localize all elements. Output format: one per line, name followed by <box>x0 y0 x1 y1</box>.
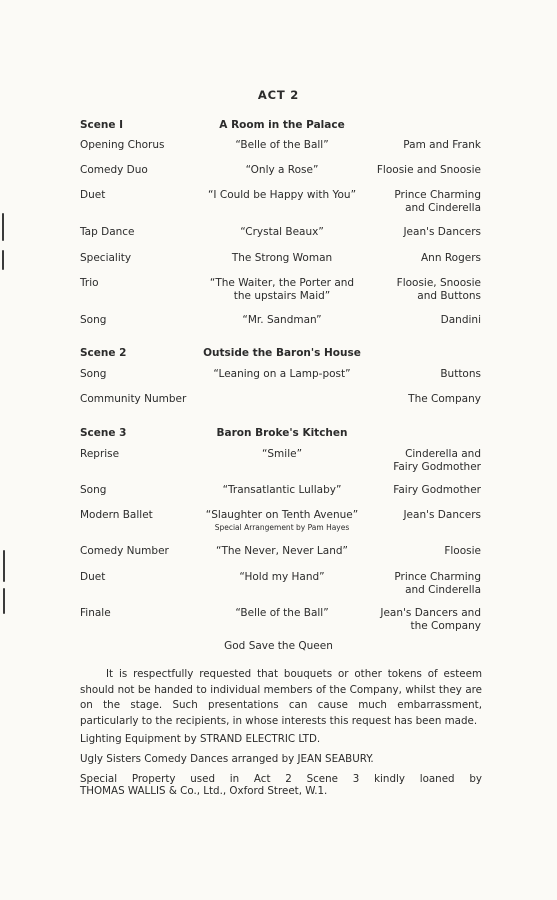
performer: Jean's Dancers <box>403 509 481 521</box>
item-title <box>188 252 376 265</box>
item-title <box>188 189 376 202</box>
lighting-credit: Lighting Equipment by STRAND ELECTRIC LTD. <box>80 733 321 745</box>
performer: Buttons <box>440 368 481 380</box>
property-credit-line-1: Special Property used in Act 2 Scene 3 kindly loaned by <box>80 773 482 785</box>
title-text: “Crystal Beaux” <box>240 226 324 238</box>
act-title: ACT 2 <box>257 88 300 102</box>
anthem: God Save the Queen <box>224 640 333 652</box>
binding-mark <box>3 550 5 582</box>
title-text: Outside the Baron's House <box>203 347 361 359</box>
performer: Prince Charming and Cinderella <box>394 189 481 214</box>
property-credit-line-2: THOMAS WALLIS & Co., Ltd., Oxford Street, W.1. <box>80 785 328 797</box>
item-title <box>188 277 376 302</box>
binding-mark <box>3 588 5 614</box>
item-title <box>188 607 376 620</box>
title-text: “Hold my Hand” <box>239 571 325 583</box>
performer: Prince Charming and Cinderella <box>394 571 481 596</box>
title-text: “Only a Rose” <box>245 164 319 176</box>
title-text: “Leaning on a Lamp-post” <box>213 368 351 380</box>
performer: Floosie and Snoosie <box>376 164 481 176</box>
item-type: Duet <box>80 189 106 201</box>
item-title <box>188 484 376 497</box>
item-type: Finale <box>80 607 111 619</box>
performer: Jean's Dancers and the Company <box>380 607 481 632</box>
performer: Floosie, Snoosie and Buttons <box>396 277 481 302</box>
scene-label: Scene 2 <box>80 347 127 359</box>
title-text: “Transatlantic Lullaby” <box>222 484 342 496</box>
item-title <box>188 314 376 327</box>
title-text: “Slaughter on Tenth Avenue” <box>205 509 359 521</box>
item-type: Song <box>80 368 107 380</box>
title-text: A Room in the Palace <box>219 119 345 131</box>
item-title <box>188 448 376 461</box>
item-type: Community Number <box>80 393 187 405</box>
title-text: “Smile” <box>261 448 303 460</box>
item-type: Song <box>80 484 107 496</box>
scene-title <box>188 347 376 360</box>
scene-title <box>188 119 376 132</box>
performer: The Company <box>408 393 481 405</box>
item-type: Comedy Number <box>80 545 169 557</box>
performer: Ann Rogers <box>421 252 481 264</box>
item-type: Comedy Duo <box>80 164 148 176</box>
performer: Floosie <box>444 545 481 557</box>
item-title <box>188 164 376 177</box>
scene-label: Scene 3 <box>80 427 127 439</box>
item-type: Reprise <box>80 448 120 460</box>
item-type: Song <box>80 314 107 326</box>
title-text: The Strong Woman <box>231 252 333 264</box>
performer: Dandini <box>440 314 481 326</box>
item-type: Tap Dance <box>80 226 135 238</box>
item-title <box>188 509 376 533</box>
item-type: Duet <box>80 571 106 583</box>
ugly-sisters-credit: Ugly Sisters Comedy Dances arranged by JEAN SEABURY. <box>80 753 374 765</box>
title-text: Baron Broke's Kitchen <box>216 427 348 439</box>
title-text: “Belle of the Ball” <box>235 607 329 619</box>
item-title <box>188 226 376 239</box>
performer: Cinderella and Fairy Godmother <box>393 448 481 473</box>
title-text: “The Never, Never Land” <box>216 545 348 557</box>
scene-title <box>188 427 376 440</box>
binding-mark <box>2 213 4 241</box>
title-text: “Mr. Sandman” <box>242 314 322 326</box>
item-title <box>188 571 376 584</box>
item-type: Modern Ballet <box>80 509 153 521</box>
binding-mark <box>2 250 4 270</box>
title-text: “I Could be Happy with You” <box>207 189 357 201</box>
item-title <box>188 545 376 558</box>
title-text: “Belle of the Ball” <box>235 139 329 151</box>
title-text: “The Waiter, the Porter and the upstairs Maid” <box>209 277 355 302</box>
item-title <box>188 139 376 152</box>
performer: Jean's Dancers <box>403 226 481 238</box>
request-paragraph: It is respectfully requested that bouquets or other tokens of esteem should not be handed to individual members of the Company, whilst they are on the stage. Such presentations can cause much embarrassment, particularly to the recipients, in whose interests this request has been made. <box>80 668 482 727</box>
item-type: Trio <box>80 277 99 289</box>
scene-label: Scene I <box>80 119 124 131</box>
performer: Pam and Frank <box>403 139 481 151</box>
arrangement-note: Special Arrangement by Pam Hayes <box>214 522 350 532</box>
item-title <box>188 368 376 381</box>
performer: Fairy Godmother <box>393 484 481 496</box>
item-type: Speciality <box>80 252 132 264</box>
item-type: Opening Chorus <box>80 139 165 151</box>
